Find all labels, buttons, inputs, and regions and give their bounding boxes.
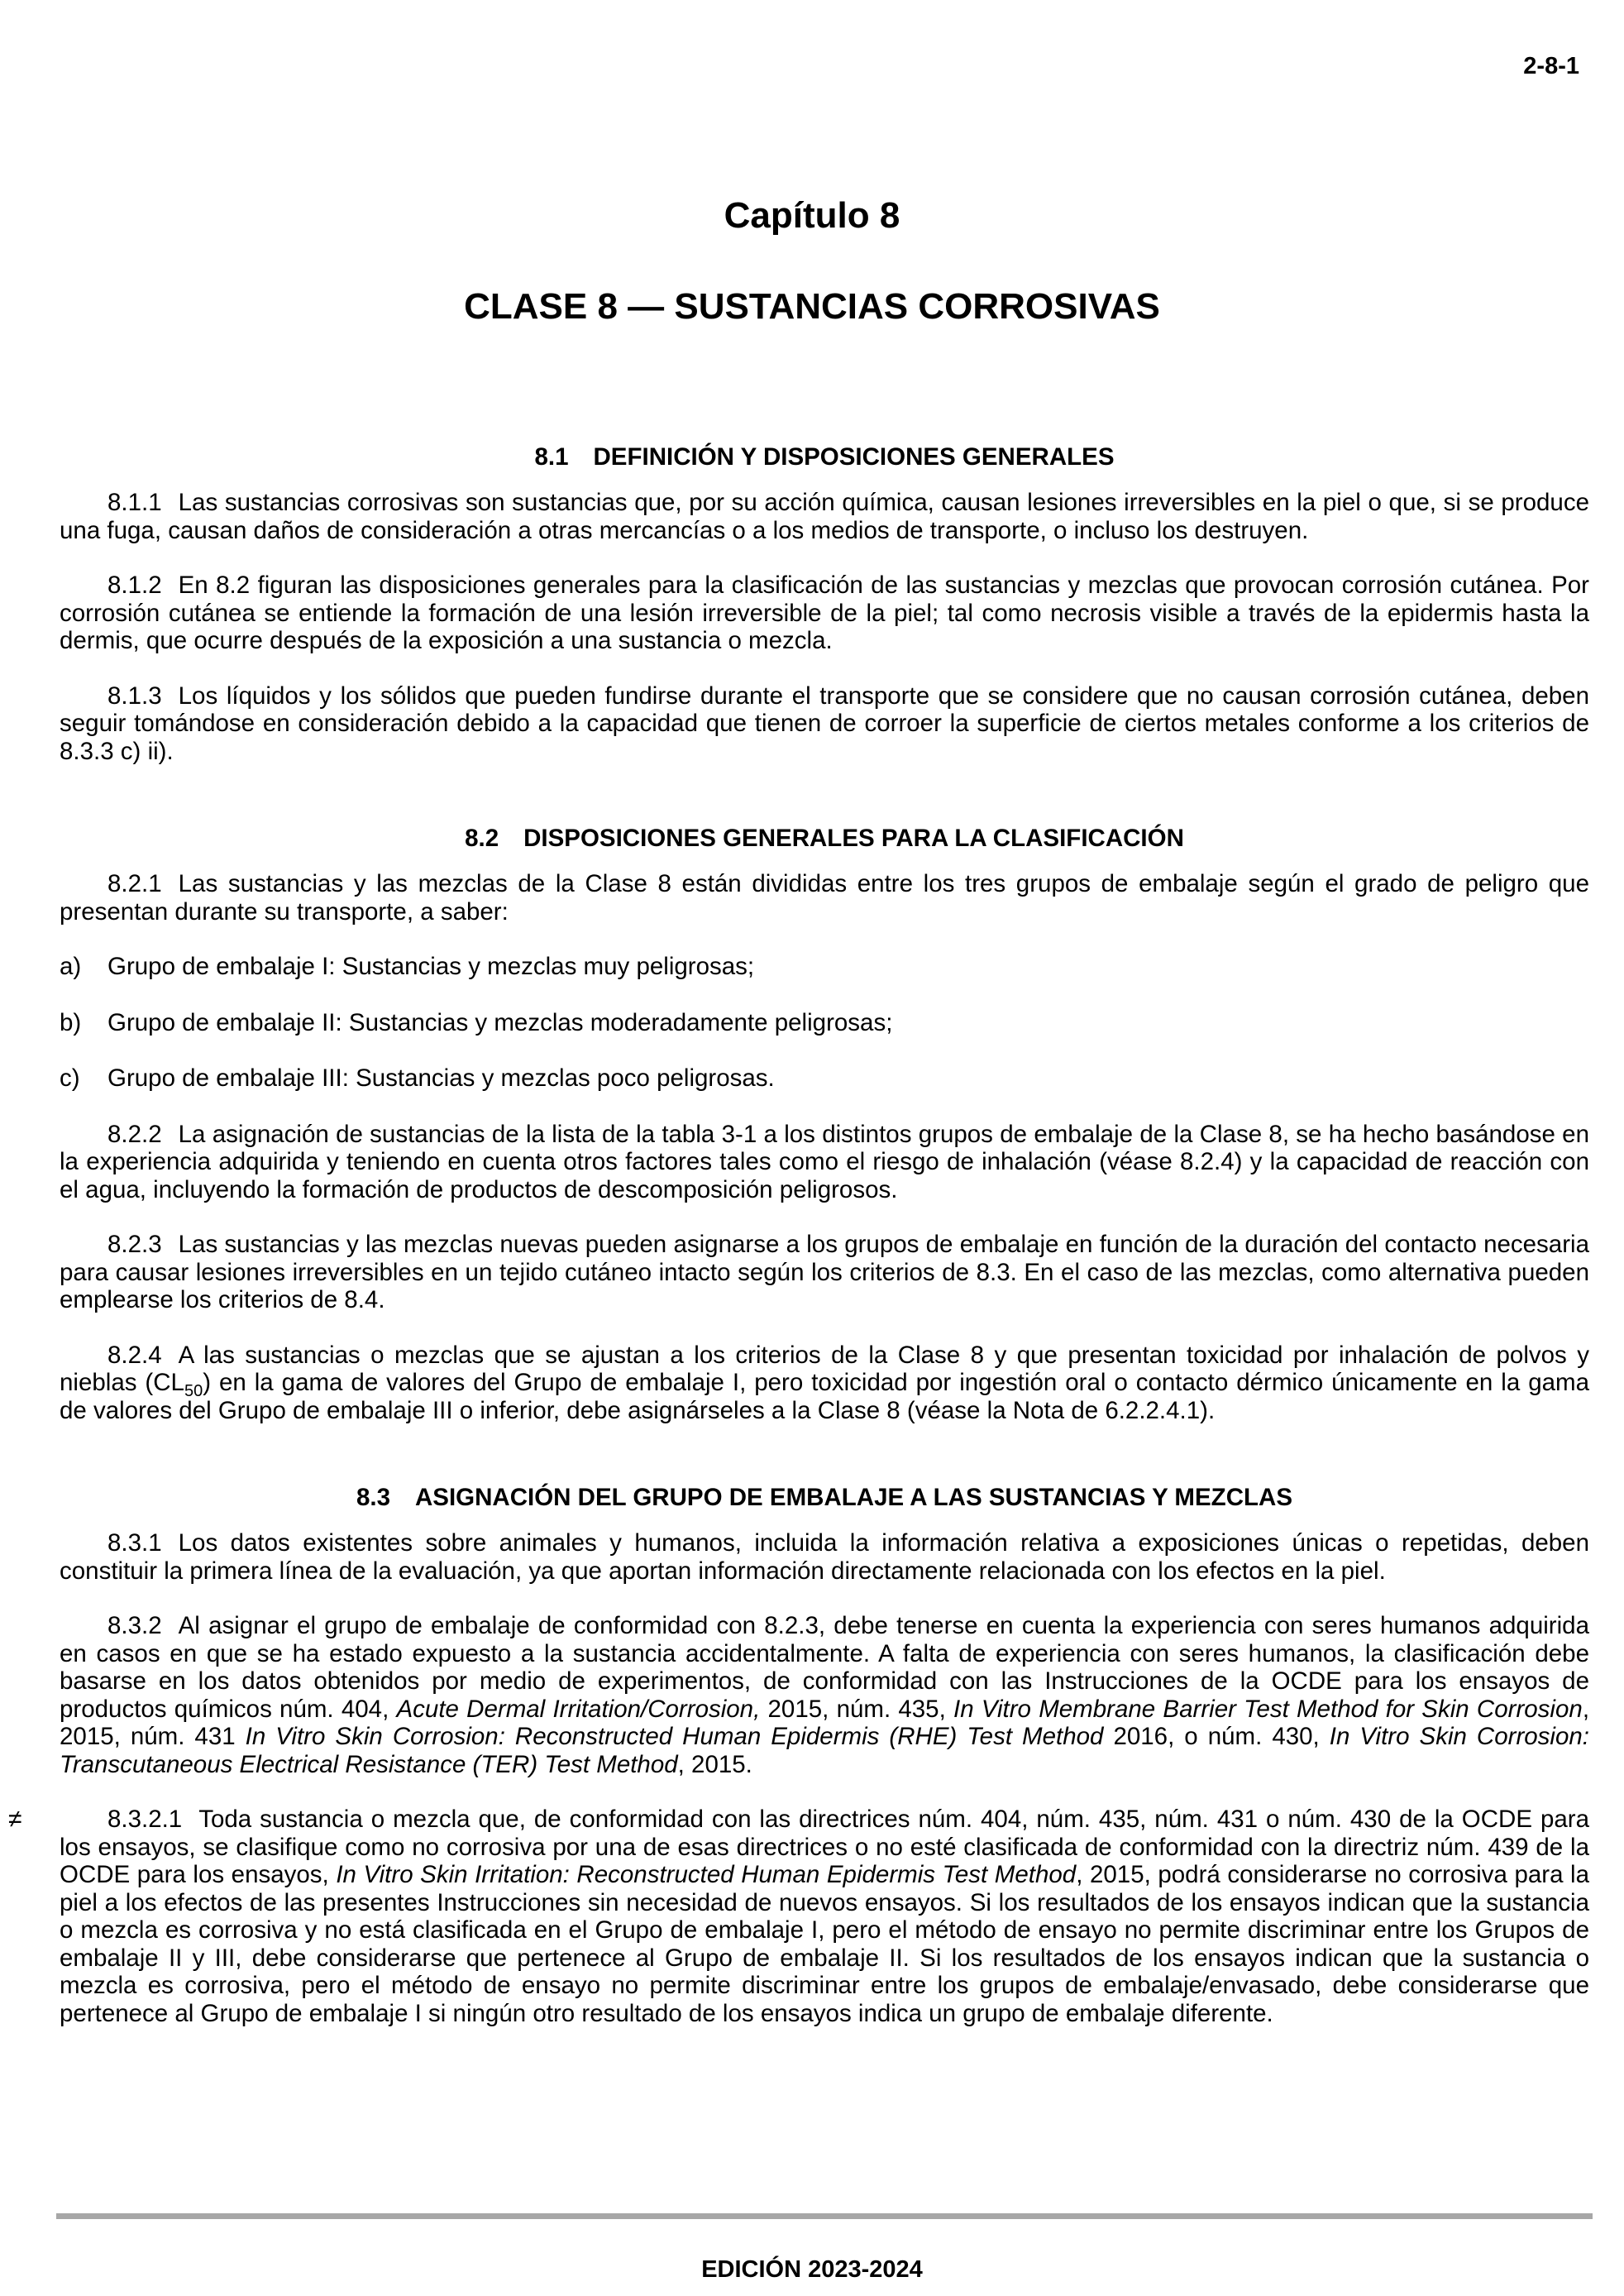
section-number: 8.3	[356, 1484, 390, 1511]
paragraph-8-1-2	[60, 572, 1589, 655]
italic-title: In Vitro Skin Corrosion: Reconstructed Human Epidermis (RHE) Test Method	[245, 1723, 1104, 1750]
italic-title: In Vitro Skin Corrosion: Transcutaneous Electrical Resistance (TER) Test Method	[60, 1723, 1590, 1778]
paragraph-number: 8.2.2	[107, 1120, 162, 1148]
paragraph-number: 8.1.2	[107, 572, 162, 599]
paragraph-number: 8.2.1	[107, 870, 162, 897]
paragraph-8-2-3	[60, 1231, 1589, 1314]
list-item-b	[60, 1009, 1589, 1037]
section-heading-8-2	[60, 825, 1589, 852]
paragraph-text: A las sustancias o mezclas que se ajustan a los criterios de la Clase 8 y que presentan toxicidad por inhalación de polvos y nieblas (CL	[60, 1341, 1589, 1396]
paragraph-text: 2016, o núm. 430,	[1103, 1723, 1330, 1750]
paragraph-text: 2015, núm. 435,	[760, 1695, 954, 1723]
chapter-title: Capítulo 8	[724, 195, 900, 236]
paragraph-text: Los líquidos y los sólidos que pueden fundirse durante el transporte que se considere que no causan corrosión cutánea, deben seguir tomándose en consideración debido a la capacidad que tienen de corroer la superficie de ciertos metales conforme a los criterios de 8.3.3 c) ii).	[60, 682, 1589, 765]
list-label: a)	[60, 953, 82, 980]
page-number: 2-8-1	[1523, 53, 1579, 79]
section-title: ASIGNACIÓN DEL GRUPO DE EMBALAJE A LAS SUSTANCIAS Y MEZCLAS	[415, 1484, 1293, 1511]
paragraph-number: 8.2.3	[107, 1231, 162, 1258]
paragraph-text: , 2015.	[677, 1750, 752, 1778]
paragraph-number: 8.3.2	[107, 1612, 162, 1639]
paragraph-text: , 2015, podrá considerarse no corrosiva para la piel a los efectos de las presentes Instrucciones sin necesidad de nuevos ensayos. Si los resultados de los ensayos indican que la sustancia o mezcla es corrosiva y no está clasificada en el Grupo de embalaje I, pero el método de ensayo no permite discriminar entre los Grupos de embalaje II y III, debe considerarse que pertenece al Grupo de embalaje II. Si los resultados de los ensayos indican que la sustancia o mezcla es corrosiva, pero el método de ensayo no permite discriminar entre los grupos de embalaje/envasado, debe considerarse que pertenece al Grupo de embalaje I si ningún otro resultado de los ensayos indica un grupo de embalaje diferente.	[60, 1861, 1590, 2027]
section-number: 8.1	[534, 443, 569, 471]
paragraph-number: 8.1.3	[107, 682, 162, 710]
paragraph-text: Las sustancias y las mezclas de la Clase 8 están divididas entre los tres grupos de embalaje según el grado de peligro que presentan durante su transporte, a saber:	[60, 870, 1589, 926]
paragraph-8-2-4	[60, 1342, 1589, 1425]
list-text: Grupo de embalaje III: Sustancias y mezclas poco peligrosas.	[107, 1064, 775, 1092]
list-item-a	[60, 953, 1589, 981]
paragraph-text: En 8.2 figuran las disposiciones generales para la clasificación de las sustancias y mezclas que provocan corrosión cutánea. Por corrosión cutánea se entiende la formación de una lesión irreversible de la piel; tal como necrosis visible a través de la epidermis hasta la dermis, que ocurre después de la exposición a una sustancia o mezcla.	[60, 572, 1589, 654]
paragraph-number: 8.2.4	[107, 1341, 162, 1369]
paragraph-text: Toda sustancia o mezcla que, de conformidad con las directrices núm. 404, núm. 435, núm. 431 o núm. 430 de la OCDE para los ensayos, se clasifique como no corrosiva por una de esas directrices o no esté clasificada de conformidad con la directriz núm. 439 de la OCDE para los ensayos,	[60, 1806, 1589, 1888]
paragraph-8-2-1	[60, 870, 1589, 926]
paragraph-text: La asignación de sustancias de la lista de la tabla 3-1 a los distintos grupos de embalaje de la Clase 8, se ha hecho basándose en la experiencia adquirida y teniendo en cuenta otros factores tales como el riesgo de inhalación (véase 8.2.4) y la capacidad de reacción con el agua, incluyendo la formación de productos de descomposición peligrosos.	[60, 1120, 1589, 1203]
paragraph-8-1-1	[60, 489, 1589, 544]
paragraph-8-1-3	[60, 682, 1589, 766]
footer-edition: EDICIÓN 2023-2024	[701, 2256, 923, 2283]
section-heading-8-3	[60, 1484, 1589, 1511]
section-title: DISPOSICIONES GENERALES PARA LA CLASIFICACIÓN	[523, 825, 1184, 852]
change-mark: ≠	[8, 1806, 22, 1833]
paragraph-8-3-2-1	[60, 1806, 1589, 2027]
footer-rule	[56, 2213, 1593, 2219]
paragraph-8-3-2	[60, 1612, 1589, 1778]
list-label: c)	[60, 1064, 80, 1092]
paragraph-text: Las sustancias corrosivas son sustancias que, por su acción química, causan lesiones irreversibles en la piel o que, si se produce una fuga, causan daños de consideración a otras mercancías o a los medios de transporte, o incluso los destruyen.	[60, 489, 1589, 544]
italic-title: In Vitro Membrane Barrier Test Method for Skin Corrosion	[953, 1695, 1583, 1723]
paragraph-8-3-2-1-wrapper	[8, 1806, 1590, 2027]
paragraph-number: 8.3.1	[107, 1529, 162, 1557]
italic-title: In Vitro Skin Irritation: Reconstructed Human Epidermis Test Method	[336, 1861, 1077, 1888]
list-label: b)	[60, 1008, 82, 1036]
paragraph-text: , 2015, núm. 431	[60, 1695, 1590, 1750]
chapter-subtitle: CLASE 8 — SUSTANCIAS CORROSIVAS	[464, 286, 1160, 327]
section-title: DEFINICIÓN Y DISPOSICIONES GENERALES	[593, 443, 1115, 471]
paragraph-text: ) en la gama de valores del Grupo de embalaje I, pero toxicidad por ingestión oral o contacto dérmico únicamente en la gama de valores del Grupo de embalaje III o inferior, debe asignárseles a la Clase 8 (véase la Nota de 6.2.2.4.1).	[60, 1369, 1589, 1424]
list-text: Grupo de embalaje I: Sustancias y mezclas muy peligrosas;	[107, 953, 755, 980]
section-heading-8-1	[60, 443, 1589, 471]
paragraph-8-2-2	[60, 1121, 1589, 1204]
paragraph-text: Al asignar el grupo de embalaje de conformidad con 8.2.3, debe tenerse en cuenta la experiencia con seres humanos adquirida en casos en que se ha estado expuesto a la sustancia accidentalmente. A falta de experiencia con seres humanos, la clasificación debe basarse en los datos obtenidos por medio de experimentos, de conformidad con las Instrucciones de la OCDE para los ensayos de productos químicos núm. 404,	[60, 1612, 1589, 1723]
paragraph-text: Las sustancias y las mezclas nuevas pueden asignarse a los grupos de embalaje en función de la duración del contacto necesaria para causar lesiones irreversibles en un tejido cutáneo intacto según los criterios de 8.3. En el caso de las mezclas, como alternativa pueden emplearse los criterios de 8.4.	[60, 1231, 1589, 1313]
list-item-c	[60, 1064, 1589, 1093]
list-text: Grupo de embalaje II: Sustancias y mezclas moderadamente peligrosas;	[107, 1008, 893, 1036]
paragraph-8-3-1	[60, 1529, 1589, 1585]
subscript: 50	[184, 1381, 203, 1400]
paragraph-number: 8.3.2.1	[107, 1806, 183, 1833]
paragraph-text: Los datos existentes sobre animales y humanos, incluida la información relativa a exposiciones únicas o repetidas, deben constituir la primera línea de la evaluación, ya que aportan información directamente relacionada con los efectos en la piel.	[60, 1529, 1589, 1585]
paragraph-number: 8.1.1	[107, 489, 162, 516]
document-body	[8, 443, 1590, 2054]
section-number: 8.2	[465, 825, 499, 852]
italic-title: Acute Dermal Irritation/Corrosion,	[396, 1695, 761, 1723]
